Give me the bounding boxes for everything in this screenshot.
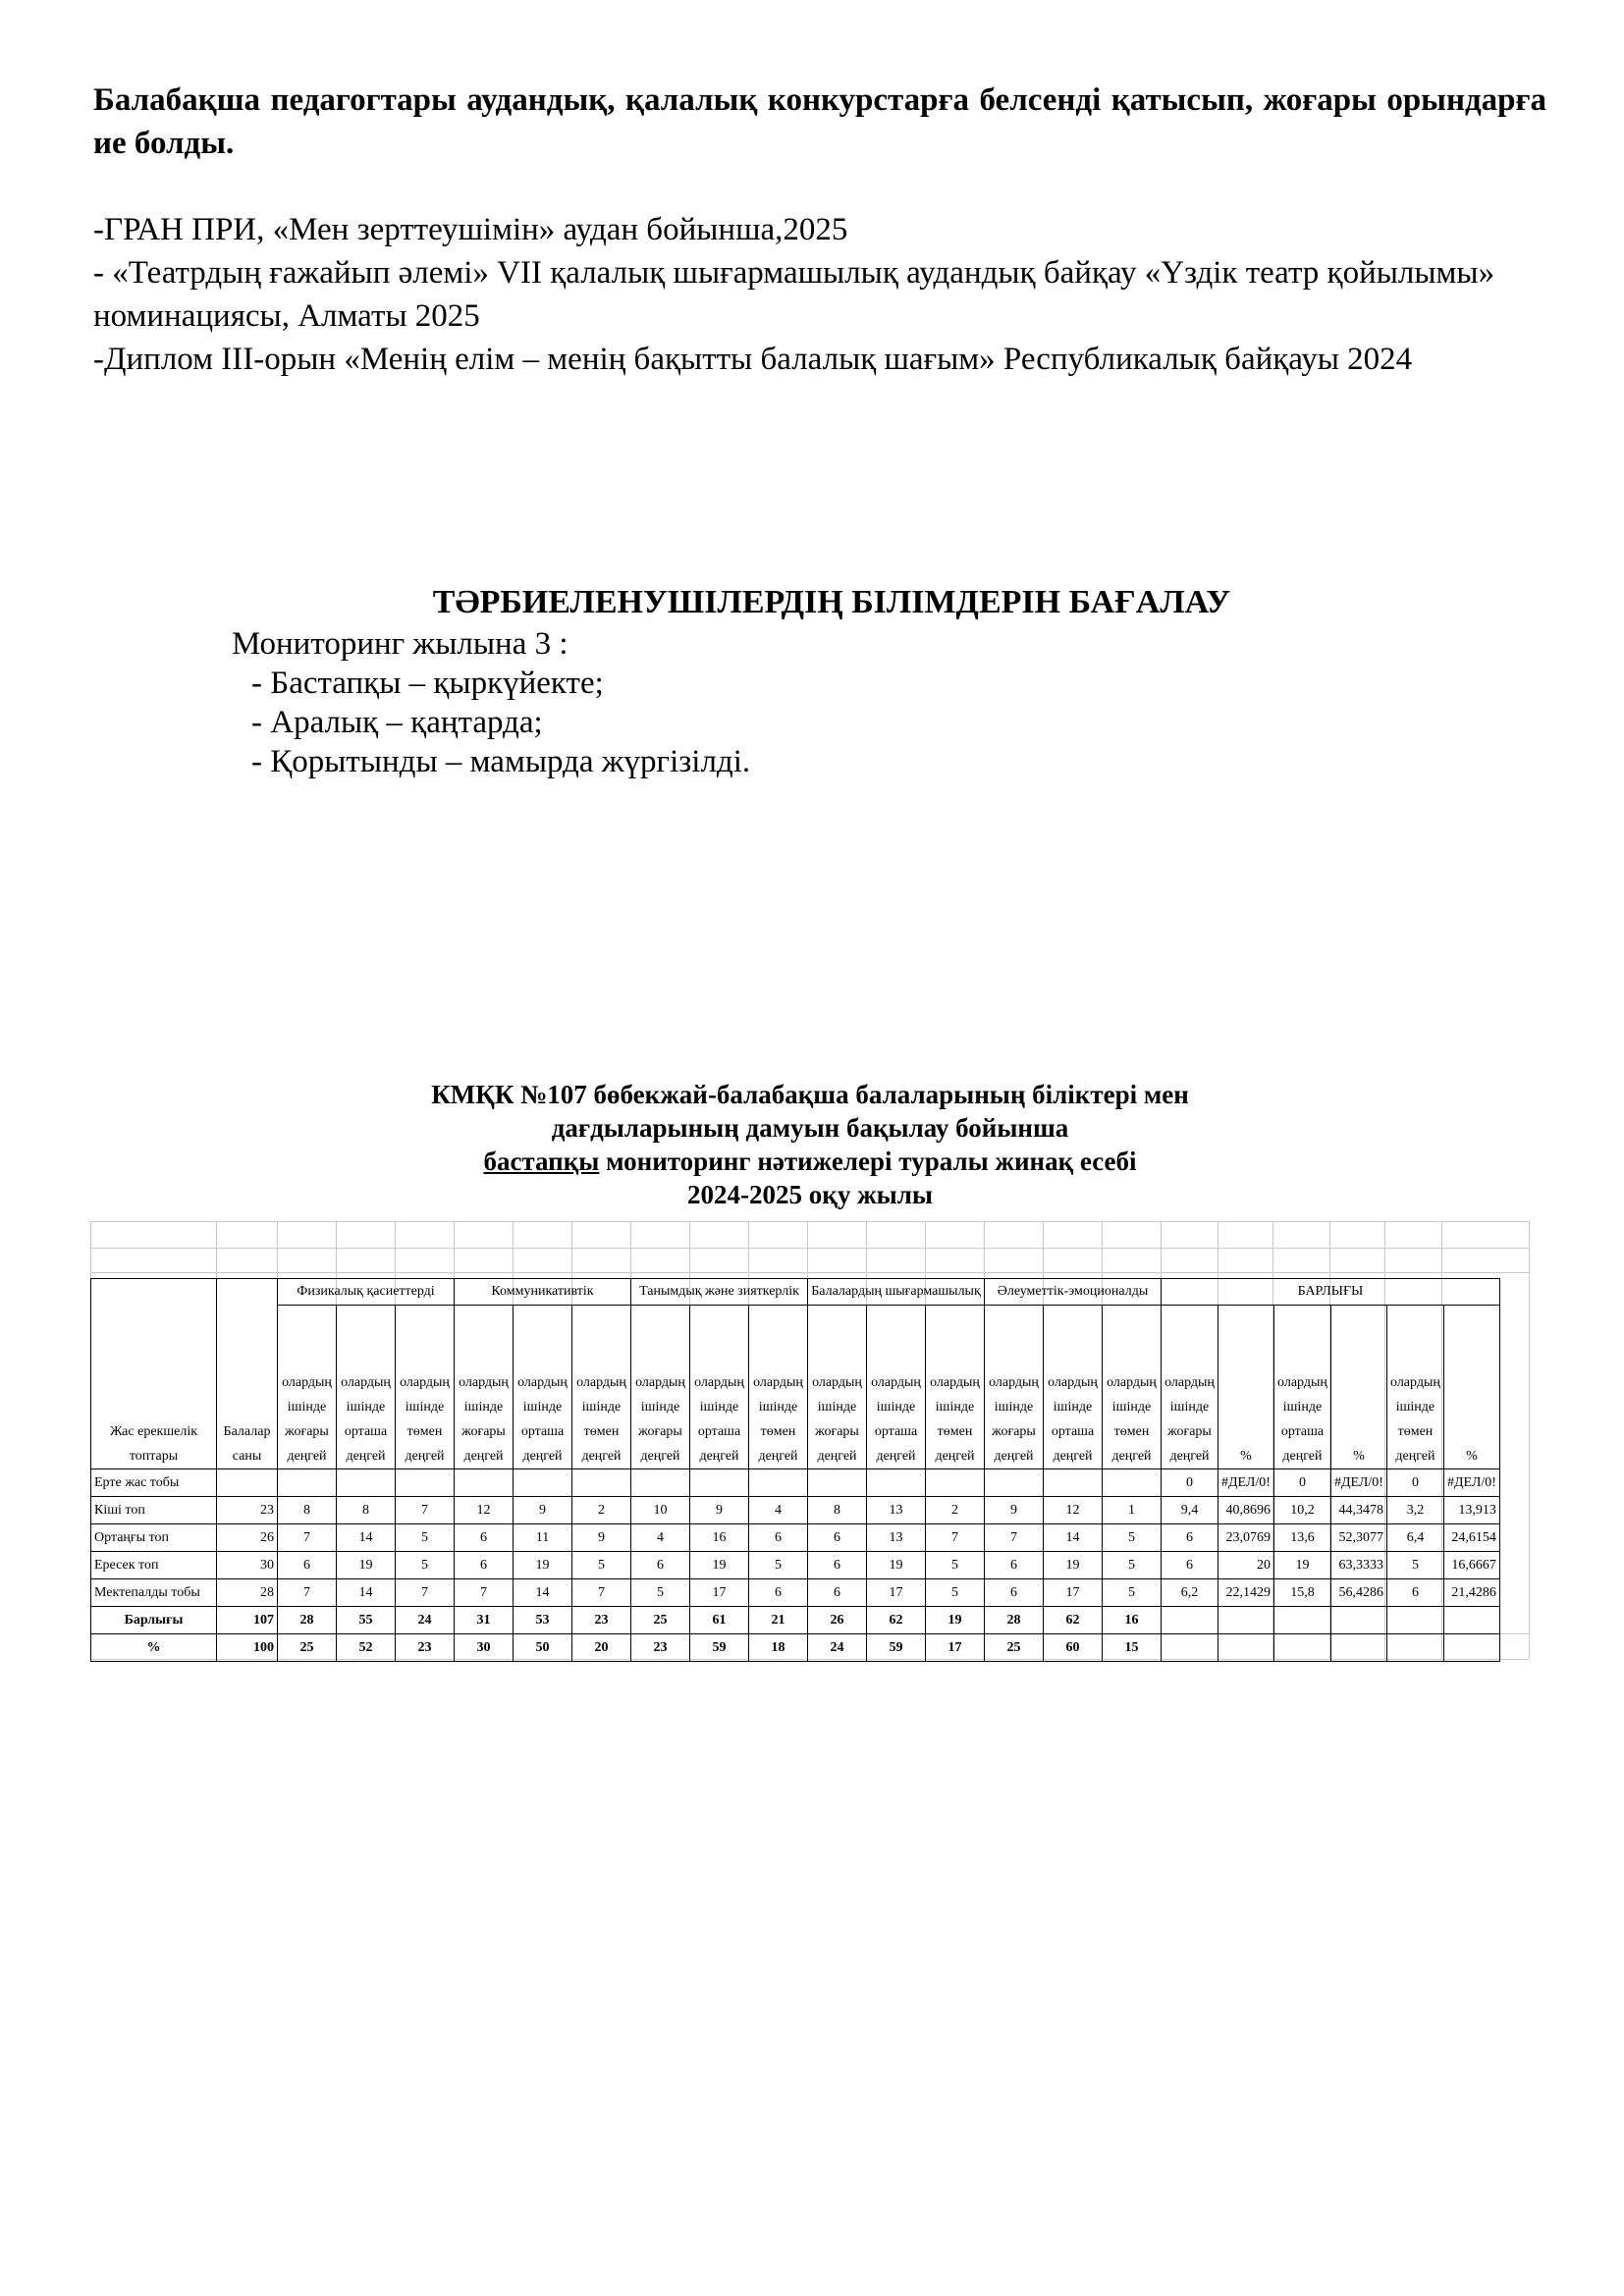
- row-group-name: Ерте жас тобы: [91, 1469, 217, 1497]
- row-level-value: 7: [572, 1579, 631, 1607]
- table-row: [91, 1579, 1500, 1607]
- header-total-level: олардың ішінде орташа деңгей: [1273, 1306, 1330, 1469]
- row-level-value: 19: [926, 1607, 985, 1634]
- header-level-mid: олардың ішінде орташа деңгей: [514, 1306, 572, 1469]
- row-total-value: 3,2: [1386, 1497, 1443, 1524]
- report-title: [295, 1078, 1326, 1211]
- row-total-value: 6,2: [1162, 1579, 1218, 1607]
- row-level-value: 62: [867, 1607, 926, 1634]
- row-level-value: 8: [337, 1497, 396, 1524]
- row-level-value: [396, 1469, 455, 1497]
- row-total-value: 21,4286: [1443, 1579, 1499, 1607]
- row-total-value: 56,4286: [1330, 1579, 1386, 1607]
- report-title-line: дағдыларының дамуын бақылау бойынша: [551, 1113, 1069, 1143]
- row-level-value: [572, 1469, 631, 1497]
- row-empty-cell: [1386, 1634, 1443, 1662]
- row-level-value: 6: [455, 1524, 514, 1552]
- header-level-high: олардың ішінде жоғары деңгей: [631, 1306, 690, 1469]
- row-level-value: 14: [1044, 1524, 1103, 1552]
- row-level-value: [749, 1469, 808, 1497]
- row-total-value: 13,6: [1273, 1524, 1330, 1552]
- row-children-count: 28: [217, 1579, 278, 1607]
- header-domain: Физикалық қасиеттерді: [278, 1279, 455, 1306]
- row-level-value: 61: [690, 1607, 749, 1634]
- row-level-value: 19: [514, 1552, 572, 1579]
- row-label: %: [91, 1634, 217, 1662]
- row-children-count: [217, 1469, 278, 1497]
- row-total-value: 9,4: [1162, 1497, 1218, 1524]
- row-level-value: [631, 1469, 690, 1497]
- row-level-value: 16: [1103, 1607, 1162, 1634]
- monitoring-item: - Қорытынды – мамырда жүргізілді.: [251, 744, 751, 779]
- row-level-value: 6: [749, 1579, 808, 1607]
- header-level-low: олардың ішінде төмен деңгей: [396, 1306, 455, 1469]
- row-level-value: 62: [1044, 1607, 1103, 1634]
- row-level-value: 19: [867, 1552, 926, 1579]
- row-total-value: 13,913: [1443, 1497, 1499, 1524]
- row-level-value: 7: [278, 1524, 337, 1552]
- report-title-line: [295, 1145, 1326, 1178]
- header-level-low: олардың ішінде төмен деңгей: [749, 1306, 808, 1469]
- row-level-value: 25: [985, 1634, 1044, 1662]
- achievement-2: - «Театрдың ғажайып әлемі» VII қалалық шығармашылық аудандық байқау «Үздік театр қойылымы» номинациясы, Алматы 2025: [93, 255, 1495, 334]
- row-level-value: 8: [278, 1497, 337, 1524]
- row-level-value: 50: [514, 1634, 572, 1662]
- row-level-value: 5: [926, 1579, 985, 1607]
- header-level-low: олардың ішінде төмен деңгей: [926, 1306, 985, 1469]
- row-level-value: 19: [690, 1552, 749, 1579]
- monitoring-table: [90, 1278, 1500, 1662]
- row-total-value: 6: [1162, 1524, 1218, 1552]
- row-level-value: [926, 1469, 985, 1497]
- table-row: [91, 1497, 1500, 1524]
- row-level-value: [455, 1469, 514, 1497]
- header-percent: %: [1443, 1306, 1499, 1469]
- gridline: [1529, 1221, 1530, 1659]
- header-level-low: олардың ішінде төмен деңгей: [572, 1306, 631, 1469]
- row-level-value: 20: [572, 1634, 631, 1662]
- row-level-value: 28: [278, 1607, 337, 1634]
- row-level-value: 5: [1103, 1552, 1162, 1579]
- row-empty-cell: [1330, 1634, 1386, 1662]
- header-total-level: олардың ішінде төмен деңгей: [1386, 1306, 1443, 1469]
- header-level-high: олардың ішінде жоғары деңгей: [808, 1306, 867, 1469]
- row-level-value: 25: [278, 1634, 337, 1662]
- row-level-value: 5: [926, 1552, 985, 1579]
- row-total-value: 22,1429: [1218, 1579, 1274, 1607]
- row-level-value: 4: [749, 1497, 808, 1524]
- report-title-underlined: бастапқы: [483, 1147, 600, 1176]
- row-children-count: 30: [217, 1552, 278, 1579]
- row-level-value: 59: [690, 1634, 749, 1662]
- row-level-value: [867, 1469, 926, 1497]
- row-level-value: 28: [985, 1607, 1044, 1634]
- header-domain: Балалардың шығармашылық: [808, 1279, 985, 1306]
- header-children-count: Балалар саны: [217, 1279, 278, 1469]
- header-domain: Әлеуметтік-эмоционалды: [985, 1279, 1162, 1306]
- row-empty-cell: [1273, 1634, 1330, 1662]
- row-level-value: 6: [808, 1524, 867, 1552]
- row-level-value: 6: [808, 1579, 867, 1607]
- report-title-rest: мониторинг нәтижелері туралы жинақ есебі: [599, 1147, 1137, 1176]
- row-children-count: 26: [217, 1524, 278, 1552]
- header-level-high: олардың ішінде жоғары деңгей: [278, 1306, 337, 1469]
- row-level-value: 21: [749, 1607, 808, 1634]
- report-year: 2024-2025 оқу жылы: [687, 1180, 933, 1209]
- row-level-value: 52: [337, 1634, 396, 1662]
- row-group-name: Мектепалды тобы: [91, 1579, 217, 1607]
- row-level-value: [1103, 1469, 1162, 1497]
- table-row-total: [91, 1607, 1500, 1634]
- row-group-name: Ересек топ: [91, 1552, 217, 1579]
- row-total-value: 0: [1162, 1469, 1218, 1497]
- row-total-value: 15,8: [1273, 1579, 1330, 1607]
- row-level-value: 9: [514, 1497, 572, 1524]
- row-empty-cell: [1443, 1634, 1499, 1662]
- row-children-count: 23: [217, 1497, 278, 1524]
- monitoring-item: - Бастапқы – қыркүйекте;: [251, 666, 604, 701]
- header-total: БАРЛЫҒЫ: [1162, 1279, 1500, 1306]
- header-percent: %: [1218, 1306, 1274, 1469]
- row-level-value: 7: [455, 1579, 514, 1607]
- header-domain: Коммуникативтік: [455, 1279, 631, 1306]
- row-level-value: 6: [985, 1579, 1044, 1607]
- row-level-value: 17: [926, 1634, 985, 1662]
- gridline: [90, 1272, 1529, 1273]
- row-total-value: 0: [1386, 1469, 1443, 1497]
- row-level-value: 55: [337, 1607, 396, 1634]
- row-level-value: 6: [631, 1552, 690, 1579]
- table-row: [91, 1469, 1500, 1497]
- row-level-value: 12: [1044, 1497, 1103, 1524]
- row-level-value: 17: [867, 1579, 926, 1607]
- row-level-value: 26: [808, 1607, 867, 1634]
- header-level-mid: олардың ішінде орташа деңгей: [1044, 1306, 1103, 1469]
- row-total-value: 44,3478: [1330, 1497, 1386, 1524]
- header-row-groups: [91, 1279, 1500, 1306]
- row-level-value: 23: [572, 1607, 631, 1634]
- row-group-name: Ортаңғы топ: [91, 1524, 217, 1552]
- row-level-value: 5: [749, 1552, 808, 1579]
- row-level-value: 19: [337, 1552, 396, 1579]
- row-level-value: 5: [631, 1579, 690, 1607]
- row-level-value: 7: [985, 1524, 1044, 1552]
- row-total-value: #ДЕЛ/0!: [1443, 1469, 1499, 1497]
- row-level-value: 2: [926, 1497, 985, 1524]
- gridline: [90, 1248, 1529, 1249]
- row-level-value: 5: [572, 1552, 631, 1579]
- row-level-value: 59: [867, 1634, 926, 1662]
- row-level-value: 31: [455, 1607, 514, 1634]
- row-level-value: 4: [631, 1524, 690, 1552]
- row-total-value: 19: [1273, 1552, 1330, 1579]
- row-total-value: 23,0769: [1218, 1524, 1274, 1552]
- header-level-mid: олардың ішінде орташа деңгей: [867, 1306, 926, 1469]
- gridline: [90, 1221, 1529, 1222]
- header-level-mid: олардың ішінде орташа деңгей: [690, 1306, 749, 1469]
- row-level-value: 18: [749, 1634, 808, 1662]
- row-level-value: 17: [690, 1579, 749, 1607]
- row-total-value: 63,3333: [1330, 1552, 1386, 1579]
- row-total-value: 6: [1162, 1552, 1218, 1579]
- row-total-value: 40,8696: [1218, 1497, 1274, 1524]
- row-total-value: #ДЕЛ/0!: [1330, 1469, 1386, 1497]
- row-level-value: 10: [631, 1497, 690, 1524]
- row-level-value: 25: [631, 1607, 690, 1634]
- row-level-value: 53: [514, 1607, 572, 1634]
- header-percent: %: [1330, 1306, 1386, 1469]
- row-level-value: 5: [396, 1524, 455, 1552]
- row-total-value: 52,3077: [1330, 1524, 1386, 1552]
- row-empty-cell: [1386, 1607, 1443, 1634]
- row-level-value: 7: [278, 1579, 337, 1607]
- row-level-value: 6: [749, 1524, 808, 1552]
- row-level-value: 14: [514, 1579, 572, 1607]
- row-total-value: 20: [1218, 1552, 1274, 1579]
- row-level-value: 16: [690, 1524, 749, 1552]
- row-empty-cell: [1218, 1634, 1274, 1662]
- report-title-line: КМҚК №107 бөбекжай-балабақша балаларының біліктері мен: [431, 1080, 1189, 1109]
- row-level-value: 8: [808, 1497, 867, 1524]
- row-level-value: [514, 1469, 572, 1497]
- row-level-value: [690, 1469, 749, 1497]
- row-children-count: 107: [217, 1607, 278, 1634]
- row-level-value: 13: [867, 1497, 926, 1524]
- row-level-value: [808, 1469, 867, 1497]
- row-empty-cell: [1330, 1607, 1386, 1634]
- row-level-value: 6: [808, 1552, 867, 1579]
- row-total-value: 6: [1386, 1579, 1443, 1607]
- row-level-value: [337, 1469, 396, 1497]
- header-age-groups: Жас ерекшелік топтары: [91, 1279, 217, 1469]
- row-level-value: 14: [337, 1524, 396, 1552]
- row-level-value: 60: [1044, 1634, 1103, 1662]
- row-total-value: 6,4: [1386, 1524, 1443, 1552]
- row-level-value: 14: [337, 1579, 396, 1607]
- intro-section: [93, 79, 1546, 381]
- row-level-value: 23: [396, 1634, 455, 1662]
- row-level-value: 6: [985, 1552, 1044, 1579]
- achievement-1: -ГРАН ПРИ, «Мен зерттеушімін» аудан бойынша,2025: [93, 212, 848, 247]
- assessment-title: ТӘРБИЕЛЕНУШІЛЕРДІҢ БІЛІМДЕРІН БАҒАЛАУ: [432, 584, 1231, 620]
- header-level-low: олардың ішінде төмен деңгей: [1103, 1306, 1162, 1469]
- header-total-level: олардың ішінде жоғары деңгей: [1162, 1306, 1218, 1469]
- row-level-value: 6: [455, 1552, 514, 1579]
- row-level-value: 15: [1103, 1634, 1162, 1662]
- row-level-value: 7: [396, 1497, 455, 1524]
- row-level-value: 23: [631, 1634, 690, 1662]
- row-empty-cell: [1443, 1607, 1499, 1634]
- row-level-value: [278, 1469, 337, 1497]
- row-level-value: [1044, 1469, 1103, 1497]
- row-total-value: 0: [1273, 1469, 1330, 1497]
- row-total-value: 10,2: [1273, 1497, 1330, 1524]
- row-level-value: 7: [926, 1524, 985, 1552]
- row-empty-cell: [1162, 1634, 1218, 1662]
- row-level-value: 13: [867, 1524, 926, 1552]
- row-level-value: 24: [396, 1607, 455, 1634]
- intro-heading: Балабақша педагогтары аудандық, қалалық конкурстарға белсенді қатысып, жоғары орындарға ие болды.: [93, 82, 1546, 161]
- achievement-3: -Диплом III-орын «Менің елім – менің бақытты балалық шағым» Республикалық байқауы 2024: [93, 342, 1413, 377]
- row-empty-cell: [1162, 1607, 1218, 1634]
- row-empty-cell: [1218, 1607, 1274, 1634]
- table-row-percent: [91, 1634, 1500, 1662]
- row-total-value: 16,6667: [1443, 1552, 1499, 1579]
- row-total-value: 5: [1386, 1552, 1443, 1579]
- row-level-value: 5: [396, 1552, 455, 1579]
- row-level-value: 19: [1044, 1552, 1103, 1579]
- row-empty-cell: [1273, 1607, 1330, 1634]
- row-level-value: 1: [1103, 1497, 1162, 1524]
- monitoring-item: - Аралық – қаңтарда;: [251, 705, 543, 740]
- header-level-high: олардың ішінде жоғары деңгей: [455, 1306, 514, 1469]
- monitoring-lead: Мониторинг жылына 3 :: [232, 626, 568, 662]
- row-level-value: 17: [1044, 1579, 1103, 1607]
- row-group-name: Кіші топ: [91, 1497, 217, 1524]
- row-level-value: 30: [455, 1634, 514, 1662]
- row-level-value: 11: [514, 1524, 572, 1552]
- row-level-value: 5: [1103, 1524, 1162, 1552]
- header-level-high: олардың ішінде жоғары деңгей: [985, 1306, 1044, 1469]
- row-level-value: 6: [278, 1552, 337, 1579]
- row-total-value: #ДЕЛ/0!: [1218, 1469, 1274, 1497]
- row-total-value: 24,6154: [1443, 1524, 1499, 1552]
- table-row: [91, 1524, 1500, 1552]
- row-label: Барлығы: [91, 1607, 217, 1634]
- row-level-value: [985, 1469, 1044, 1497]
- header-level-mid: олардың ішінде орташа деңгей: [337, 1306, 396, 1469]
- row-level-value: 2: [572, 1497, 631, 1524]
- monitoring-info: [232, 624, 750, 781]
- row-level-value: 9: [690, 1497, 749, 1524]
- row-level-value: 9: [985, 1497, 1044, 1524]
- row-level-value: 7: [396, 1579, 455, 1607]
- row-children-count: 100: [217, 1634, 278, 1662]
- row-level-value: 9: [572, 1524, 631, 1552]
- header-row-levels: [91, 1306, 1500, 1469]
- header-domain: Танымдық және зияткерлік: [631, 1279, 808, 1306]
- row-level-value: 5: [1103, 1579, 1162, 1607]
- row-level-value: 12: [455, 1497, 514, 1524]
- table-row: [91, 1552, 1500, 1579]
- row-level-value: 24: [808, 1634, 867, 1662]
